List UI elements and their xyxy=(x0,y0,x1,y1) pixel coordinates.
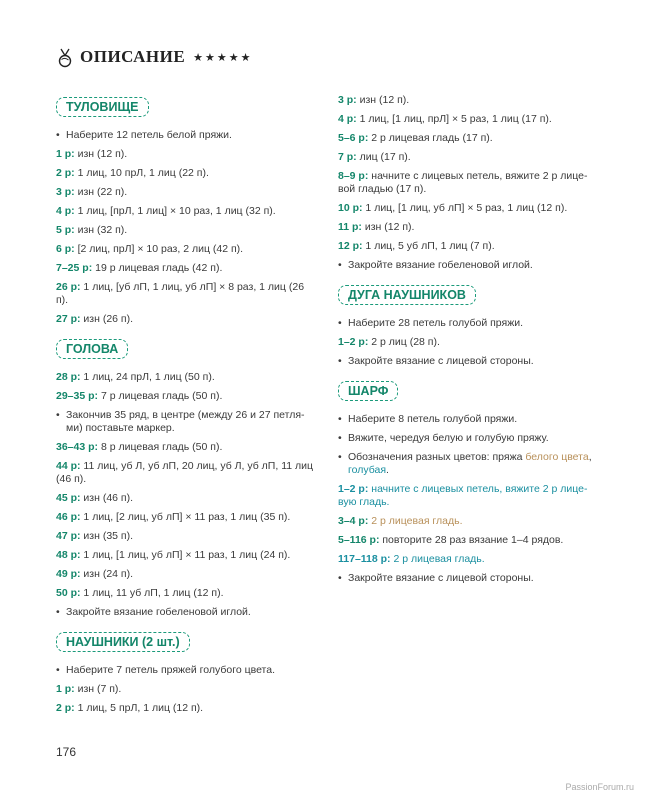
text-line xyxy=(338,336,600,349)
row-label: 8–9 р: xyxy=(338,170,369,182)
row-text: 1 лиц, [1 лиц, уб лП] × 11 раз, 1 лиц (24 п). xyxy=(80,549,291,561)
bullet-icon: • xyxy=(338,355,342,367)
row-text: лиц (17 п). xyxy=(356,151,411,163)
row-text: изн (35 п). xyxy=(80,530,134,542)
text-line xyxy=(338,221,600,234)
text-line xyxy=(56,313,318,326)
row-text: 1 лиц, [уб лП, 1 лиц, уб лП] × 8 раз, 1 лиц (26 п). xyxy=(56,281,305,306)
text-line xyxy=(56,664,318,677)
line-text-part: Закройте вязание с лицевой стороны. xyxy=(348,572,534,584)
text-line xyxy=(56,568,318,581)
row-label: 1 р: xyxy=(56,683,75,695)
row-label: 117–118 р: xyxy=(338,553,391,565)
decorative-stars: ★★★★★ xyxy=(193,51,253,64)
section-title: ТУЛОВИЩЕ xyxy=(56,97,149,117)
text-line xyxy=(56,167,318,180)
row-label: 44 р: xyxy=(56,460,81,472)
section xyxy=(338,378,600,585)
section xyxy=(56,336,318,619)
text-line xyxy=(338,515,600,528)
yarn-ball-icon xyxy=(56,46,74,68)
line-text xyxy=(66,606,251,619)
row-text: изн (24 п). xyxy=(80,568,134,580)
section xyxy=(338,94,600,272)
row-text: изн (12 п). xyxy=(356,94,410,106)
row-label: 5–6 р: xyxy=(338,132,369,144)
row-text: изн (12 п). xyxy=(74,148,128,160)
text-line xyxy=(338,94,600,107)
text-line xyxy=(338,170,600,196)
line-text-part: Закройте вязание гобеленовой иглой. xyxy=(66,606,251,618)
row-text: изн (7 п). xyxy=(74,683,122,695)
line-text-part: Обозначения разных цветов: пряжа xyxy=(348,451,526,463)
row-text: 1 лиц, 5 уб лП, 1 лиц (7 п). xyxy=(362,240,495,252)
text-line xyxy=(338,534,600,547)
color-white-label: белого цвета xyxy=(525,451,589,463)
row-label: 4 р: xyxy=(338,113,357,125)
row-label: 2 р: xyxy=(56,702,75,714)
page-number: 176 xyxy=(56,745,77,759)
text-line xyxy=(338,151,600,164)
text-line xyxy=(56,129,318,142)
text-line xyxy=(56,281,318,307)
row-label: 4 р: xyxy=(56,205,75,217)
line-text xyxy=(348,355,534,368)
bullet-icon: • xyxy=(338,451,342,463)
bullet-icon: • xyxy=(338,572,342,584)
row-text: 19 р лицевая гладь (42 п). xyxy=(92,262,223,274)
text-line xyxy=(56,606,318,619)
row-label: 36–43 р: xyxy=(56,441,99,453)
separator: , xyxy=(588,451,592,463)
row-label: 1–2 р: xyxy=(338,336,369,348)
bullet-icon: • xyxy=(338,259,342,271)
line-text xyxy=(66,664,275,677)
text-line xyxy=(56,390,318,403)
line-text xyxy=(348,451,600,477)
text-line xyxy=(338,355,600,368)
text-line xyxy=(56,186,318,199)
row-text: изн (46 п). xyxy=(80,492,134,504)
row-text: 7 р лицевая гладь (50 п). xyxy=(98,390,223,402)
text-line xyxy=(56,460,318,486)
bullet-icon: • xyxy=(56,664,60,676)
row-text: 1 лиц, 11 уб лП, 1 лиц (12 п). xyxy=(80,587,224,599)
row-text: 1 лиц, [прЛ, 1 лиц] × 10 раз, 1 лиц (32 п). xyxy=(74,205,276,217)
section xyxy=(56,94,318,326)
bullet-icon: • xyxy=(56,409,60,421)
line-text-part: Наберите 8 петель голубой пряжи. xyxy=(348,413,518,425)
text-line xyxy=(56,702,318,715)
row-label: 6 р: xyxy=(56,243,75,255)
text-line xyxy=(338,483,600,509)
text-line xyxy=(56,205,318,218)
row-label: 7 р: xyxy=(338,151,357,163)
right-column xyxy=(338,94,600,595)
text-line xyxy=(56,511,318,524)
text-line xyxy=(56,492,318,505)
text-line xyxy=(56,262,318,275)
row-text: 2 р лицевая гладь. xyxy=(390,553,485,565)
line-text-part: Закройте вязание с лицевой стороны. xyxy=(348,355,534,367)
row-label: 3 р: xyxy=(56,186,75,198)
line-text-part: Закройте вязание гобеленовой иглой. xyxy=(348,259,533,271)
row-text: 1 лиц, [1 лиц, уб лП] × 5 раз, 1 лиц (12 п). xyxy=(362,202,568,214)
section xyxy=(338,282,600,368)
row-text: 1 лиц, 5 прЛ, 1 лиц (12 п). xyxy=(74,702,204,714)
page-title: ОПИСАНИЕ xyxy=(80,47,186,66)
row-text: 1 лиц, 24 прЛ, 1 лиц (50 п). xyxy=(80,371,215,383)
row-label: 3 р: xyxy=(338,94,357,106)
page-header xyxy=(56,46,252,68)
row-text: 1 лиц, 10 прЛ, 1 лиц (22 п). xyxy=(74,167,209,179)
row-label: 12 р: xyxy=(338,240,363,252)
row-text: изн (32 п). xyxy=(74,224,128,236)
bullet-icon: • xyxy=(56,129,60,141)
line-text xyxy=(348,432,549,445)
line-text xyxy=(348,317,523,330)
row-label: 27 р: xyxy=(56,313,81,325)
watermark: PassionForum.ru xyxy=(565,782,634,792)
line-text xyxy=(348,413,517,426)
line-end: . xyxy=(386,464,389,476)
row-text: 2 р лицевая гладь (17 п). xyxy=(368,132,493,144)
row-label: 50 р: xyxy=(56,587,81,599)
text-line xyxy=(338,432,600,445)
line-text xyxy=(66,409,318,435)
line-text-part: Наберите 12 петель белой пряжи. xyxy=(66,129,232,141)
row-text: 1 лиц, [1 лиц, прЛ] × 5 раз, 1 лиц (17 п). xyxy=(356,113,552,125)
line-text xyxy=(66,129,232,142)
line-text xyxy=(348,259,533,272)
row-label: 1–2 р: xyxy=(338,483,369,495)
line-text-part: Вяжите, чередуя белую и голубую пряжу. xyxy=(348,432,549,444)
text-line xyxy=(338,572,600,585)
text-line xyxy=(338,553,600,566)
line-text-part: Закончив 35 ряд, в центре (между 26 и 27 петля-ми) поставьте маркер. xyxy=(66,409,305,434)
text-line xyxy=(56,409,318,435)
section xyxy=(56,629,318,715)
bullet-icon: • xyxy=(338,317,342,329)
left-column xyxy=(56,94,318,725)
row-label: 47 р: xyxy=(56,530,81,542)
row-text: [2 лиц, прЛ] × 10 раз, 2 лиц (42 п). xyxy=(74,243,244,255)
text-line xyxy=(338,113,600,126)
row-text: начните с лицевых петель, вяжите 2 р лице-вой гладью (17 п). xyxy=(338,170,588,195)
section-title: НАУШНИКИ (2 шт.) xyxy=(56,632,190,652)
text-line xyxy=(338,317,600,330)
row-label: 7–25 р: xyxy=(56,262,93,274)
text-line xyxy=(338,259,600,272)
row-label: 5–116 р: xyxy=(338,534,380,546)
text-line xyxy=(56,683,318,696)
row-label: 45 р: xyxy=(56,492,81,504)
row-text: начните с лицевых петель, вяжите 2 р лице-вую гладь. xyxy=(338,483,588,508)
line-text-part: Наберите 28 петель голубой пряжи. xyxy=(348,317,524,329)
row-label: 2 р: xyxy=(56,167,75,179)
row-text: 1 лиц, [2 лиц, уб лП] × 11 раз, 1 лиц (35 п). xyxy=(80,511,291,523)
text-line xyxy=(338,240,600,253)
section-title: ГОЛОВА xyxy=(56,339,128,359)
section-title: ШАРФ xyxy=(338,381,398,401)
text-line xyxy=(56,148,318,161)
row-text: 11 лиц, уб Л, уб лП, 20 лиц, уб Л, уб лП, 11 лиц (46 п). xyxy=(56,460,314,485)
text-line xyxy=(56,371,318,384)
text-line xyxy=(56,441,318,454)
row-label: 11 р: xyxy=(338,221,362,233)
text-line xyxy=(56,243,318,256)
bullet-icon: • xyxy=(338,432,342,444)
row-label: 3–4 р: xyxy=(338,515,369,527)
text-line xyxy=(56,587,318,600)
row-text-tan: 2 р лицевая гладь. xyxy=(368,515,463,527)
bullet-icon: • xyxy=(56,606,60,618)
text-line xyxy=(338,451,600,477)
text-line xyxy=(338,202,600,215)
row-text: 8 р лицевая гладь (50 п). xyxy=(98,441,223,453)
section-title: ДУГА НАУШНИКОВ xyxy=(338,285,476,305)
text-line xyxy=(56,224,318,237)
text-line xyxy=(338,132,600,145)
row-label: 10 р: xyxy=(338,202,363,214)
row-label: 48 р: xyxy=(56,549,81,561)
bullet-icon: • xyxy=(338,413,342,425)
line-text xyxy=(348,572,534,585)
color-blue-label: голубая xyxy=(348,464,387,476)
text-line xyxy=(56,530,318,543)
row-label: 29–35 р: xyxy=(56,390,99,402)
row-text: повторите 28 раз вязание 1–4 рядов. xyxy=(379,534,564,546)
row-text: изн (26 п). xyxy=(80,313,134,325)
row-label: 5 р: xyxy=(56,224,75,236)
row-label: 46 р: xyxy=(56,511,81,523)
row-label: 49 р: xyxy=(56,568,81,580)
row-label: 26 р: xyxy=(56,281,81,293)
row-text: 2 р лиц (28 п). xyxy=(368,336,440,348)
row-text: изн (12 п). xyxy=(361,221,415,233)
row-label: 1 р: xyxy=(56,148,75,160)
row-text: изн (22 п). xyxy=(74,186,128,198)
line-text-part: Наберите 7 петель пряжей голубого цвета. xyxy=(66,664,276,676)
text-line xyxy=(56,549,318,562)
text-line xyxy=(338,413,600,426)
row-label: 28 р: xyxy=(56,371,81,383)
